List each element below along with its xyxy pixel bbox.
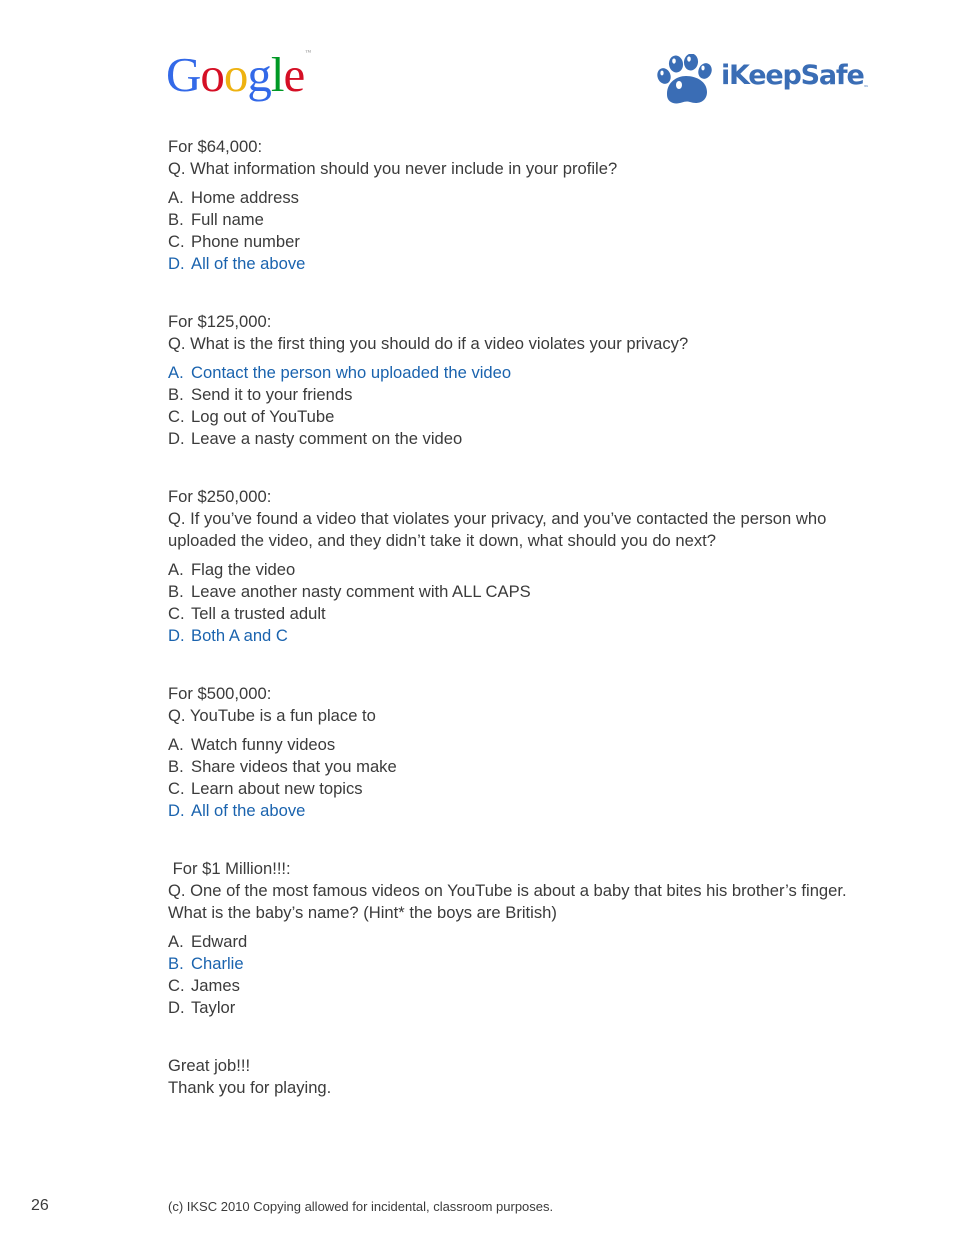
answer-options (168, 559, 888, 647)
google-trademark: ™ (305, 50, 311, 56)
option-text: Charlie (191, 954, 244, 973)
correct-answer-option (168, 953, 888, 975)
option-letter: B. (168, 582, 184, 601)
answer-option (168, 406, 888, 428)
option-letter: A. (168, 932, 184, 951)
option-text: Flag the video (191, 560, 296, 579)
option-text: Leave a nasty comment on the video (191, 429, 463, 448)
option-letter: D. (168, 801, 185, 820)
question-text: Q. What information should you never include in your profile? (168, 159, 618, 178)
option-letter: D. (168, 626, 185, 645)
quiz-question-block (168, 486, 888, 647)
option-letter: C. (168, 604, 185, 623)
option-letter: B. (168, 210, 184, 229)
ikeepsafe-wordmark: iKeepSafe™ (721, 60, 869, 91)
answer-option (168, 734, 888, 756)
google-logo-letter: G (166, 47, 201, 102)
answer-options (168, 734, 888, 822)
answer-option (168, 756, 888, 778)
option-letter: C. (168, 232, 185, 251)
quiz-question-block (168, 858, 888, 1019)
quiz-question-block (168, 683, 888, 822)
quiz-question-block (168, 136, 888, 275)
option-text: Both A and C (191, 626, 288, 645)
answer-option (168, 997, 888, 1019)
quiz-list (168, 136, 888, 1019)
option-text: All of the above (191, 254, 306, 273)
google-logo-letter: o (223, 47, 248, 102)
option-letter: C. (168, 976, 185, 995)
prize-amount: For $64,000: (168, 137, 263, 156)
answer-option (168, 581, 888, 603)
ikeepsafe-trademark: ™ (863, 85, 869, 91)
prize-amount: For $500,000: (168, 684, 272, 703)
answer-options (168, 362, 888, 450)
google-logo-letter: e (283, 47, 305, 102)
copyright-notice: (c) IKSC 2010 Copying allowed for incidental, classroom purposes. (168, 1199, 554, 1214)
correct-answer-option (168, 253, 888, 275)
option-letter: B. (168, 385, 184, 404)
option-text: Full name (191, 210, 264, 229)
option-text: Watch funny videos (191, 735, 336, 754)
option-text: Send it to your friends (191, 385, 353, 404)
correct-answer-option (168, 625, 888, 647)
option-text: Edward (191, 932, 248, 951)
option-text: Leave another nasty comment with ALL CAPS (191, 582, 531, 601)
ikeepsafe-logo (655, 54, 890, 108)
option-letter: C. (168, 779, 185, 798)
closing-line-1: Great job!!! (168, 1056, 251, 1075)
option-text: Share videos that you make (191, 757, 397, 776)
option-text: Learn about new topics (191, 779, 363, 798)
quiz-content (168, 136, 888, 1099)
quiz-question-block (168, 311, 888, 450)
prize-amount: For $250,000: (168, 487, 272, 506)
option-text: All of the above (191, 801, 306, 820)
correct-answer-option (168, 800, 888, 822)
correct-answer-option (168, 362, 888, 384)
option-letter: D. (168, 254, 185, 273)
option-letter: A. (168, 560, 184, 579)
option-letter: A. (168, 735, 184, 754)
prize-amount: For $125,000: (168, 312, 272, 331)
option-letter: D. (168, 429, 185, 448)
google-logo-letter: o (200, 47, 224, 102)
closing-message (168, 1055, 888, 1099)
question-text: Q. One of the most famous videos on YouTube is about a baby that bites his brother’s finger. What is the baby’s name? (Hint* the boys are British) (168, 881, 847, 922)
answer-option (168, 428, 888, 450)
option-letter: A. (168, 188, 184, 207)
option-text: Tell a trusted adult (191, 604, 326, 623)
option-letter: D. (168, 998, 185, 1017)
answer-option (168, 231, 888, 253)
option-letter: C. (168, 407, 185, 426)
question-text: Q. YouTube is a fun place to (168, 706, 376, 725)
google-logo-letter: g (247, 47, 271, 102)
google-logo-letter: l (270, 47, 284, 102)
paw-icon (655, 54, 719, 106)
option-text: Phone number (191, 232, 300, 251)
page-number: 26 (31, 1197, 49, 1214)
option-text: Taylor (191, 998, 236, 1017)
answer-options (168, 187, 888, 275)
option-text: Contact the person who uploaded the video (191, 363, 512, 382)
answer-option (168, 603, 888, 625)
closing-line-2: Thank you for playing. (168, 1078, 332, 1097)
prize-amount: For $1 Million!!!: (168, 859, 291, 878)
answer-option (168, 187, 888, 209)
option-text: Log out of YouTube (191, 407, 335, 426)
answer-options (168, 931, 888, 1019)
question-text: Q. What is the first thing you should do if a video violates your privacy? (168, 334, 689, 353)
option-letter: B. (168, 757, 184, 776)
answer-option (168, 209, 888, 231)
option-text: Home address (191, 188, 299, 207)
answer-option (168, 559, 888, 581)
option-letter: A. (168, 363, 184, 382)
question-text: Q. If you’ve found a video that violates your privacy, and you’ve contacted the person who uploaded the video, and they didn’t take it down, what should you do next? (168, 509, 827, 550)
google-logo (166, 47, 311, 102)
answer-option (168, 975, 888, 997)
answer-option (168, 778, 888, 800)
option-letter: B. (168, 954, 184, 973)
option-text: James (191, 976, 240, 995)
answer-option (168, 931, 888, 953)
answer-option (168, 384, 888, 406)
